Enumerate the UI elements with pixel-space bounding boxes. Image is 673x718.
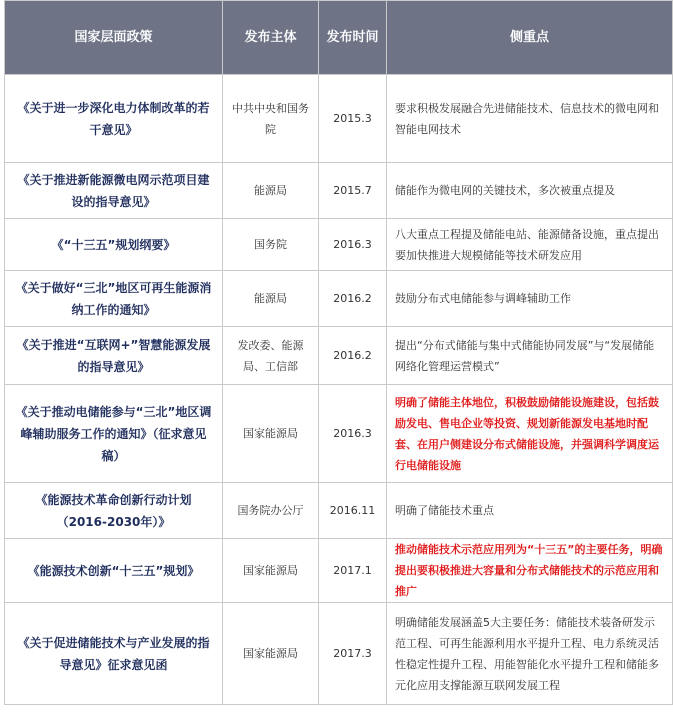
table-row <box>5 603 673 705</box>
focus-text-highlight: 明确了储能主体地位，积极鼓励储能设施建设，包括鼓励发电、售电企业等投资、规划新能源发电基地时配套、在用户侧建设分布式储能设施，并强调科学调度运行电储能设施 <box>387 385 673 483</box>
table-row <box>5 219 673 271</box>
policy-name: 《关于促进储能技术与产业发展的指导意见》征求意见函 <box>5 603 223 705</box>
table-row <box>5 271 673 327</box>
policy-name: 《关于推动电储能参与“三北”地区调峰辅助服务工作的通知》（征求意见稿） <box>5 385 223 483</box>
table-row <box>5 163 673 219</box>
publish-date: 2016.11 <box>319 483 387 539</box>
issuer: 中共中央和国务院 <box>223 75 319 163</box>
focus-text: 储能作为微电网的关键技术，多次被重点提及 <box>387 163 673 219</box>
table-row <box>5 385 673 483</box>
publish-date: 2016.2 <box>319 271 387 327</box>
issuer: 国家能源局 <box>223 603 319 705</box>
issuer: 能源局 <box>223 163 319 219</box>
issuer: 国务院 <box>223 219 319 271</box>
policy-name: 《关于推进“互联网+”智慧能源发展的指导意见》 <box>5 327 223 385</box>
publish-date: 2017.1 <box>319 539 387 603</box>
policy-table-container <box>4 0 672 705</box>
focus-text: 鼓励分布式电储能参与调峰辅助工作 <box>387 271 673 327</box>
focus-text: 提出“分布式储能与集中式储能协同发展”与“发展储能网络化管理运营模式” <box>387 327 673 385</box>
table-header-row <box>5 1 673 75</box>
header-policy: 国家层面政策 <box>5 1 223 75</box>
focus-text: 要求积极发展融合先进储能技术、信息技术的微电网和智能电网技术 <box>387 75 673 163</box>
policy-name: 《关于推进新能源微电网示范项目建设的指导意见》 <box>5 163 223 219</box>
issuer: 发改委、能源局、工信部 <box>223 327 319 385</box>
policy-name: 《关于进一步深化电力体制改革的若干意见》 <box>5 75 223 163</box>
focus-text: 明确了储能技术重点 <box>387 483 673 539</box>
table-row <box>5 75 673 163</box>
policy-name: 《能源技术革命创新行动计划（2016-2030年）》 <box>5 483 223 539</box>
header-focus: 侧重点 <box>387 1 673 75</box>
header-date: 发布时间 <box>319 1 387 75</box>
publish-date: 2015.7 <box>319 163 387 219</box>
focus-text: 明确储能发展涵盖5大主要任务：储能技术装备研发示范工程、可再生能源利用水平提升工程、电力系统灵活性稳定性提升工程、用能智能化水平提升工程和储能多元化应用支撑能源互联网发展工程 <box>387 603 673 705</box>
policy-table <box>4 0 673 705</box>
publish-date: 2016.3 <box>319 219 387 271</box>
table-row <box>5 539 673 603</box>
policy-name: 《关于做好“三北”地区可再生能源消纳工作的通知》 <box>5 271 223 327</box>
policy-name: 《能源技术创新“十三五”规划》 <box>5 539 223 603</box>
issuer: 国家能源局 <box>223 385 319 483</box>
publish-date: 2017.3 <box>319 603 387 705</box>
focus-text-highlight: 推动储能技术示范应用列为“十三五”的主要任务，明确提出要积极推进大容量和分布式储能技术的示范应用和推广 <box>387 539 673 603</box>
table-row <box>5 327 673 385</box>
publish-date: 2016.2 <box>319 327 387 385</box>
policy-name: 《“十三五”规划纲要》 <box>5 219 223 271</box>
table-row <box>5 483 673 539</box>
issuer: 能源局 <box>223 271 319 327</box>
issuer: 国家能源局 <box>223 539 319 603</box>
focus-text: 八大重点工程提及储能电站、能源储备设施，重点提出要加快推进大规模储能等技术研发应用 <box>387 219 673 271</box>
publish-date: 2016.3 <box>319 385 387 483</box>
issuer: 国务院办公厅 <box>223 483 319 539</box>
publish-date: 2015.3 <box>319 75 387 163</box>
header-issuer: 发布主体 <box>223 1 319 75</box>
